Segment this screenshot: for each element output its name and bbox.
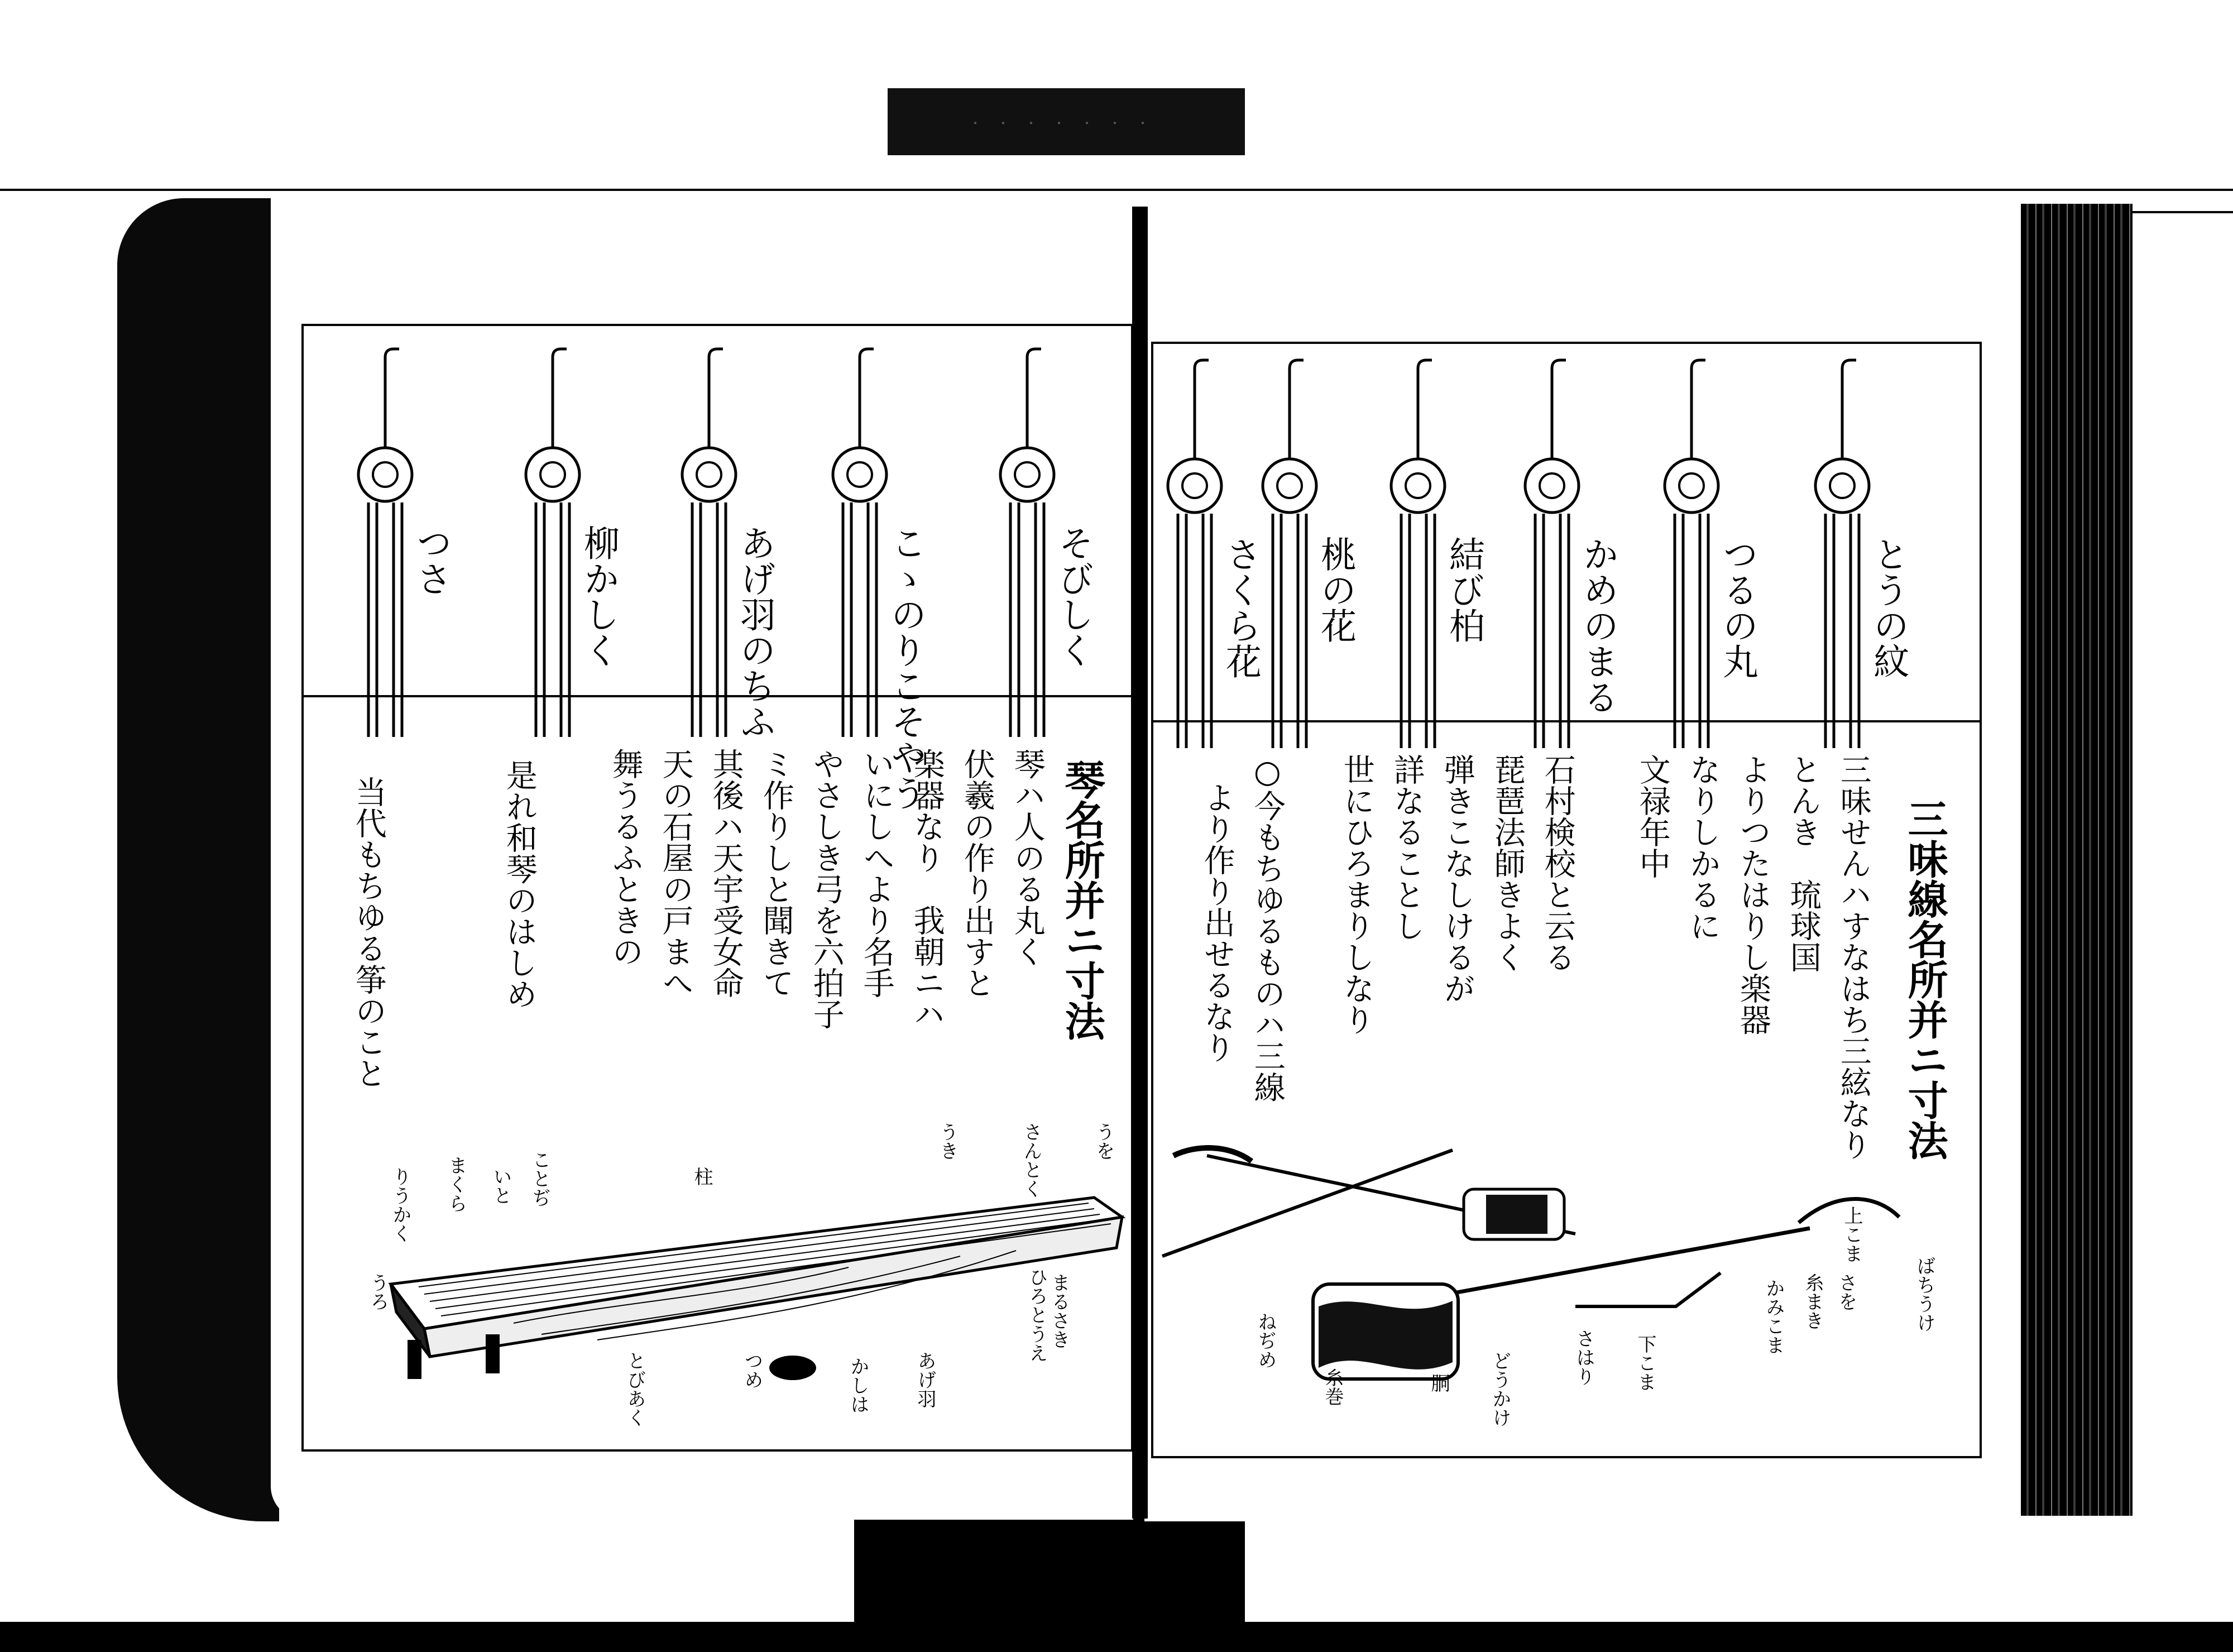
left-text-column: 琴ハ人のる丸く [1009, 748, 1046, 967]
shamisen-callout: かみこま [1762, 1278, 1785, 1354]
shamisen-callout: 糸まき [1801, 1273, 1824, 1330]
right-text-column: 世にひろまりしなり [1338, 754, 1375, 1035]
shamisen-callout: さはり [1573, 1329, 1595, 1386]
koto-callout: うき [936, 1122, 959, 1160]
left-text-column: 当代もちゆる筝のこと [350, 776, 387, 1089]
shamisen-callout: ばちうけ [1913, 1256, 1935, 1332]
koto-callout: 柱 [691, 1167, 713, 1186]
left-text-column: 其後ハ天宇受女命 [707, 748, 744, 998]
right-ornament-label: つるの丸 [1717, 536, 1758, 679]
right-text-column: 琵琶法師きよく [1489, 754, 1526, 973]
left-ornament-label: あげ羽のちふ [734, 525, 775, 739]
shamisen-callout: さを [1835, 1273, 1857, 1311]
right-text-column: より作り出せるなり [1199, 782, 1235, 1063]
scan-label-block: ・・・・・・・ [888, 88, 1245, 155]
shamisen-upper-body [1464, 1189, 1564, 1239]
koto-callout: うろ [367, 1273, 389, 1311]
book-left-edge [117, 198, 279, 1521]
koto-callout: りうかく [389, 1167, 411, 1243]
right-text-column: ○今もちゆるものハ三線 [1249, 754, 1286, 1103]
koto-illustration [346, 1100, 1128, 1424]
right-text-column: 石村検校と云る [1539, 754, 1576, 973]
koto-callout: かしは [847, 1357, 869, 1414]
koto-callout: さんとく [1020, 1122, 1042, 1198]
right-text-column: 三味せんハすなはち三絃なり [1835, 754, 1872, 1160]
shamisen-lower-body [1313, 1284, 1458, 1379]
koto-callout: うを [1092, 1122, 1115, 1160]
right-text-column: よりつたはりし楽器 [1734, 754, 1771, 1035]
right-text-column: とんき 琉球国 [1785, 754, 1822, 973]
left-ornament-label: こゝのりこそやう [885, 525, 926, 811]
left-text-title: 琴名所并ニ寸法 [1058, 759, 1106, 1041]
koto-callout: いと [490, 1167, 512, 1205]
koto-callout: ことぢ [529, 1150, 551, 1207]
right-ornament-label: さくら花 [1220, 536, 1261, 679]
scan-bottom-shadow [0, 1622, 2233, 1652]
left-ornament-label: そびしく [1052, 525, 1094, 668]
koto-callout: ひろとうえ [1026, 1267, 1048, 1362]
right-ornament-label: 結び柏 [1443, 536, 1484, 643]
left-ornament-label: つさ [410, 525, 452, 596]
shamisen-callout: 糸巻 [1321, 1368, 1344, 1406]
right-text-column: 弾きこなしけるが [1439, 754, 1475, 1004]
left-text-column: 舞うるふときの [607, 748, 644, 967]
book-right-edge [2021, 204, 2133, 1516]
left-text-column: 天の石屋の戸まへ [657, 748, 694, 998]
shamisen-callout: ねぢめ [1254, 1312, 1277, 1369]
shamisen-callout: 下こま [1634, 1334, 1656, 1391]
koto-callout: つめ [741, 1351, 763, 1389]
book-spine [1132, 207, 1148, 1519]
koto-callout: とびあく [624, 1351, 646, 1427]
right-ornament-label: かめのまる [1577, 536, 1618, 715]
right-text-column: なりしかるに [1684, 754, 1721, 941]
koto-pick-mark [769, 1356, 816, 1380]
koto-callout: あげ羽 [914, 1351, 936, 1408]
right-text-column: 詳なることし [1388, 754, 1425, 941]
left-ornament-label: 柳かしく [578, 525, 619, 668]
right-text-title: 三味線名所并ニ寸法 [1901, 798, 1949, 1160]
koto-callout: まくら [445, 1156, 467, 1213]
left-text-column: やさしき弓を六拍子 [808, 748, 845, 1029]
left-text-column: 伏羲の作り出すと [959, 748, 995, 998]
right-text-column: 文禄年中 [1634, 754, 1671, 879]
shamisen-bachi [1575, 1273, 1721, 1306]
right-ornament-label: とうの紋 [1867, 536, 1909, 679]
left-text-column: 楽器なり 我朝ニハ [908, 748, 945, 1029]
shamisen-callout: 胴 [1427, 1373, 1450, 1392]
left-text-column: ミ作りしと聞きて [758, 748, 794, 998]
scan-bottom-block [854, 1519, 1245, 1630]
koto-callout: まるさき [1048, 1273, 1070, 1349]
scan-top-rule [0, 189, 2233, 191]
shamisen-callout: 上こま [1841, 1206, 1863, 1263]
left-text-column: いにしへより名手 [858, 748, 895, 998]
right-ornament-label: 桃の花 [1315, 536, 1356, 643]
left-text-column: 是れ和琴のはしめ [501, 759, 538, 1009]
shamisen-callout: どうかけ [1489, 1351, 1511, 1427]
